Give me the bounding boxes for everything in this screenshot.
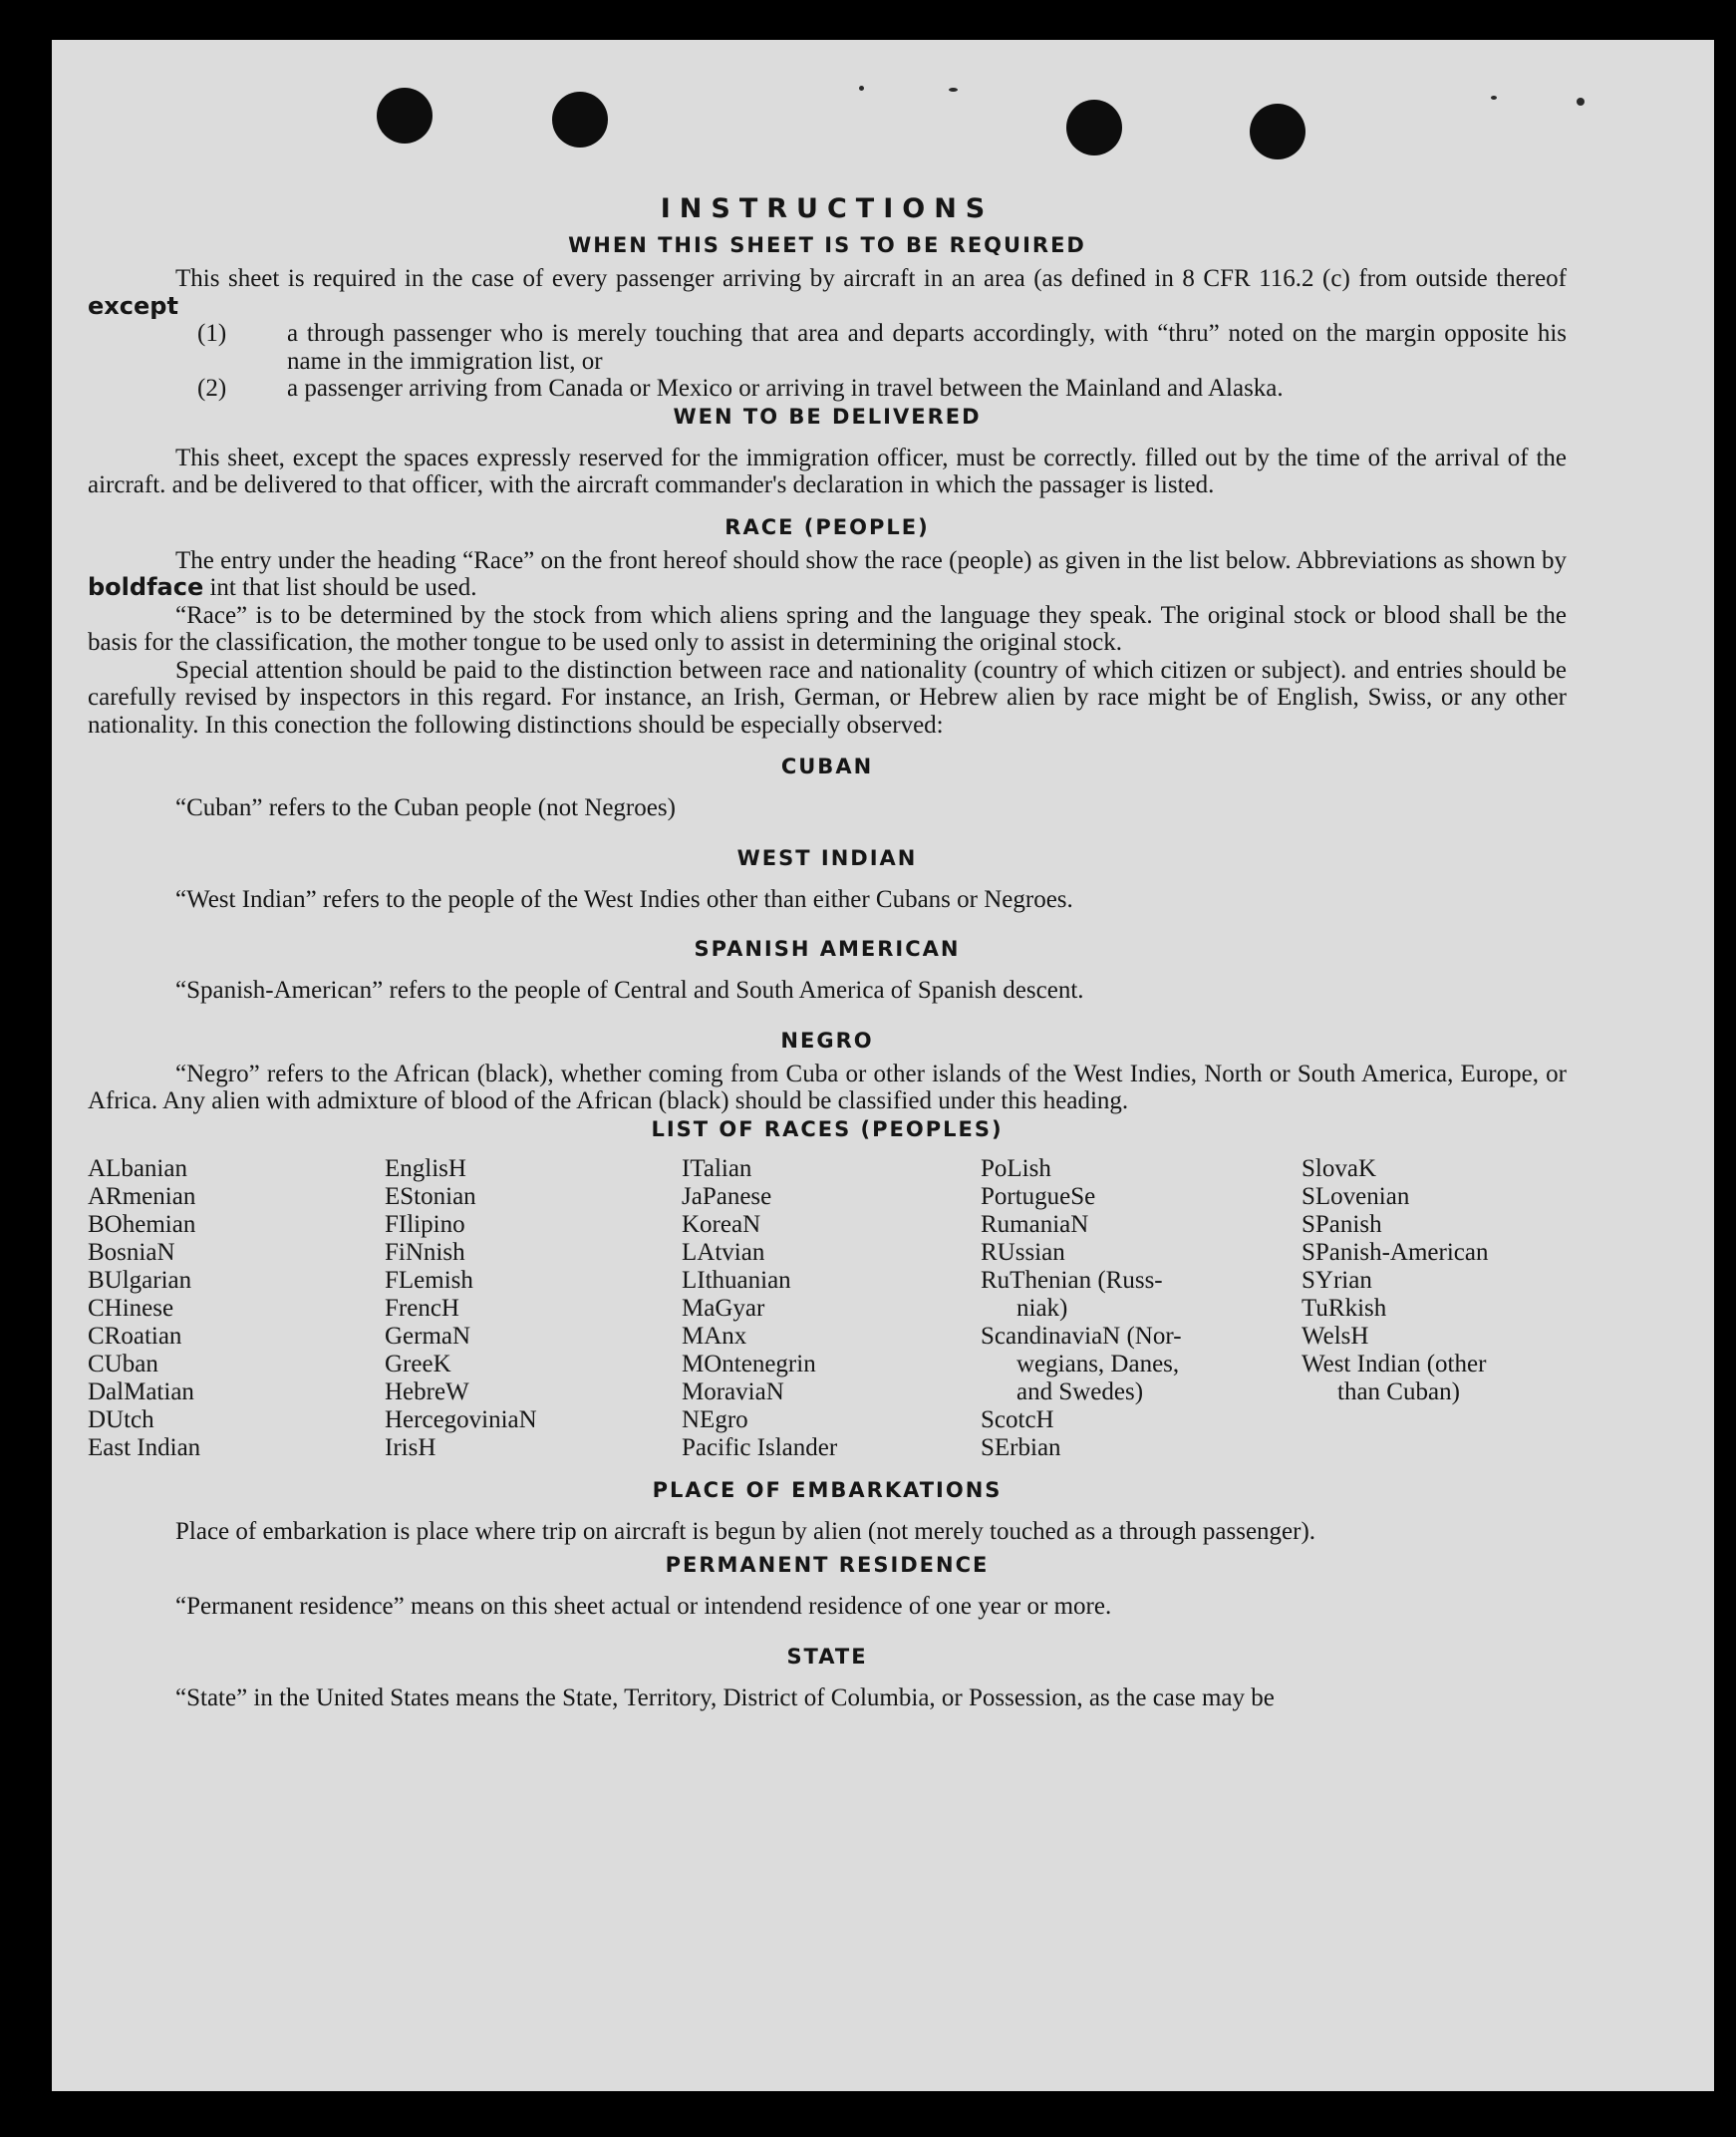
race-entry: BUlgarian xyxy=(88,1266,192,1294)
exception-item-1: (1) a through passenger who is merely touching that area and departs accordingly, with “thru” noted on the margin opposite his name in the immigration list, or xyxy=(197,320,1567,375)
instructions-body xyxy=(88,195,1567,1711)
race-paragraph-3: Special attention should be paid to the distinction between race and nationality (country of which citizen or subject). and entries should be carefully revised by inspectors in this regard. For instance, an Irish, German, or Hebrew alien by race might be of English, Swiss, or any other nationality. In this conection the following distinctions should be especially observed: xyxy=(88,656,1567,739)
heading-race: RACE (PEOPLE) xyxy=(724,514,930,539)
race-entry: ScotcH xyxy=(981,1405,1054,1433)
cuban-text: “Cuban” refers to the Cuban people (not Negroes) xyxy=(175,794,676,821)
paper-speck xyxy=(859,86,864,91)
negro-text: “Negro” refers to the African (black), whether coming from Cuba or other islands of the West Indies, North or South America, Europe, or Africa. Any alien with admixture of blood of the African (black) should be classified under this heading. xyxy=(88,1060,1567,1114)
race-entry: Pacific Islander xyxy=(682,1433,838,1461)
race-entry: EStonian xyxy=(385,1182,476,1210)
race-entry: HebreW xyxy=(385,1377,469,1405)
race-entry: BOhemian xyxy=(88,1210,196,1238)
race-entry: ALbanian xyxy=(88,1154,187,1182)
race-entry: FiNnish xyxy=(385,1238,465,1266)
race-entry: CUban xyxy=(88,1350,158,1377)
heading-spanish-american: SPANISH AMERICAN xyxy=(694,937,961,961)
document-title: INSTRUCTIONS xyxy=(660,193,995,224)
race-entry: GreeK xyxy=(385,1350,451,1377)
race-entry: SPanish-American xyxy=(1302,1238,1489,1266)
race-entry: FLemish xyxy=(385,1266,473,1294)
race-list xyxy=(88,1155,1567,1462)
race-entry: GermaN xyxy=(385,1322,471,1350)
race-entry: RuThenian (Russ- xyxy=(981,1266,1163,1294)
race-entry: West Indian (other xyxy=(1302,1350,1487,1377)
race-entry: and Swedes) xyxy=(1016,1377,1144,1405)
race-entry: niak) xyxy=(1016,1294,1068,1322)
heading-list-of-races: LIST OF RACES (PEOPLES) xyxy=(651,1116,1004,1141)
race-entry: DalMatian xyxy=(88,1377,194,1405)
race-entry: DUtch xyxy=(88,1405,154,1433)
race-entry: wegians, Danes, xyxy=(1016,1350,1180,1377)
race-entry: MOntenegrin xyxy=(682,1350,816,1377)
race-entry: MaGyar xyxy=(682,1294,765,1322)
heading-when-delivered: WEN TO BE DELIVERED xyxy=(673,404,982,429)
race-entry: BosniaN xyxy=(88,1238,175,1266)
race-entry: ScandinaviaN (Nor- xyxy=(981,1322,1182,1350)
heading-west-indian: WEST INDIAN xyxy=(736,845,918,870)
when-delivered-text: This sheet, except the spaces expressly reserved for the immigration officer, must be correctly. filled out by the time of the arrival of the aircraft. and be delivered to that officer, with the aircraft commander's declaration in which the passager is listed. xyxy=(88,444,1567,498)
race-entry: PoLish xyxy=(981,1154,1051,1182)
race-entry: EnglisH xyxy=(385,1154,466,1182)
race-paragraph-2: “Race” is to be determined by the stock from which aliens spring and the language they speak. The original stock or blood shall be the basis for the classification, the mother tongue to be used only to assist in determining the original stock. xyxy=(88,601,1567,656)
race-column-1 xyxy=(88,1155,385,1462)
race-column-2 xyxy=(385,1155,682,1462)
race-entry: FIlipino xyxy=(385,1210,465,1238)
race-entry: LIthuanian xyxy=(682,1266,791,1294)
heading-negro: NEGRO xyxy=(780,1028,874,1053)
west-indian-text: “West Indian” refers to the people of the West Indies other than either Cubans or Negroes. xyxy=(175,885,1073,913)
race-entry: SLovenian xyxy=(1302,1182,1410,1210)
race-entry: East Indian xyxy=(88,1433,201,1461)
when-required-intro: This sheet is required in the case of every passenger arriving by aircraft in an area (as defined in 8 CFR 116.2 (c) from outside thereof except xyxy=(88,265,1567,320)
exception-item-2: (2) a passenger arriving from Canada or Mexico or arriving in travel between the Mainland and Alaska. xyxy=(197,375,1284,402)
boldface-word: boldface xyxy=(88,573,204,601)
race-entry: ARmenian xyxy=(88,1182,196,1210)
race-entry: SErbian xyxy=(981,1433,1061,1461)
race-entry: WelsH xyxy=(1302,1322,1369,1350)
race-entry: HercegoviniaN xyxy=(385,1405,537,1433)
state-text: “State” in the United States means the State, Territory, District of Columbia, or Possession, as the case may be xyxy=(175,1683,1275,1711)
punch-hole xyxy=(1066,100,1122,155)
race-entry: PortugueSe xyxy=(981,1182,1096,1210)
paper-speck xyxy=(949,88,958,92)
paper-speck xyxy=(1491,96,1497,100)
race-entry: MoraviaN xyxy=(682,1377,784,1405)
race-entry: RumaniaN xyxy=(981,1210,1089,1238)
race-column-3 xyxy=(682,1155,981,1462)
race-column-5 xyxy=(1302,1155,1567,1462)
heading-state: STATE xyxy=(786,1644,868,1669)
race-paragraph-1: The entry under the heading “Race” on the front hereof should show the race (people) as given in the list below. Abbreviations as shown by boldface int that list should be used. xyxy=(88,546,1567,601)
except-bold: except xyxy=(88,291,178,320)
race-entry: FrencH xyxy=(385,1294,459,1322)
embarkation-text: Place of embarkation is place where trip on aircraft is begun by alien (not merely touched as a through passenger). xyxy=(175,1517,1316,1545)
race-entry: NEgro xyxy=(682,1405,748,1433)
race-entry: SYrian xyxy=(1302,1266,1372,1294)
race-entry: MAnx xyxy=(682,1322,747,1350)
race-entry: JaPanese xyxy=(682,1182,772,1210)
heading-permanent-residence: PERMANENT RESIDENCE xyxy=(665,1553,990,1577)
race-entry: KoreaN xyxy=(682,1210,761,1238)
race-entry: than Cuban) xyxy=(1337,1377,1460,1405)
race-entry: ITalian xyxy=(682,1154,752,1182)
punch-hole xyxy=(552,92,608,148)
punch-hole xyxy=(1250,104,1305,159)
race-entry: SlovaK xyxy=(1302,1154,1376,1182)
race-entry: TuRkish xyxy=(1302,1294,1387,1322)
race-column-4 xyxy=(981,1155,1302,1462)
race-entry: RUssian xyxy=(981,1238,1065,1266)
spanish-american-text: “Spanish-American” refers to the people of Central and South America of Spanish descent. xyxy=(175,977,1084,1004)
race-entry: SPanish xyxy=(1302,1210,1382,1238)
punch-hole xyxy=(377,88,433,144)
race-entry: LAtvian xyxy=(682,1238,765,1266)
race-entry: CRoatian xyxy=(88,1322,182,1350)
document-sheet xyxy=(52,40,1714,2091)
heading-when-required: WHEN THIS SHEET IS TO BE REQUIRED xyxy=(568,233,1086,257)
heading-embarkation: PLACE OF EMBARKATIONS xyxy=(652,1477,1003,1502)
race-entry: IrisH xyxy=(385,1433,436,1461)
paper-speck xyxy=(1577,98,1585,106)
heading-cuban: CUBAN xyxy=(780,755,874,778)
permanent-residence-text: “Permanent residence” means on this sheet actual or intendend residence of one year or more. xyxy=(175,1593,1112,1620)
race-entry: CHinese xyxy=(88,1294,174,1322)
